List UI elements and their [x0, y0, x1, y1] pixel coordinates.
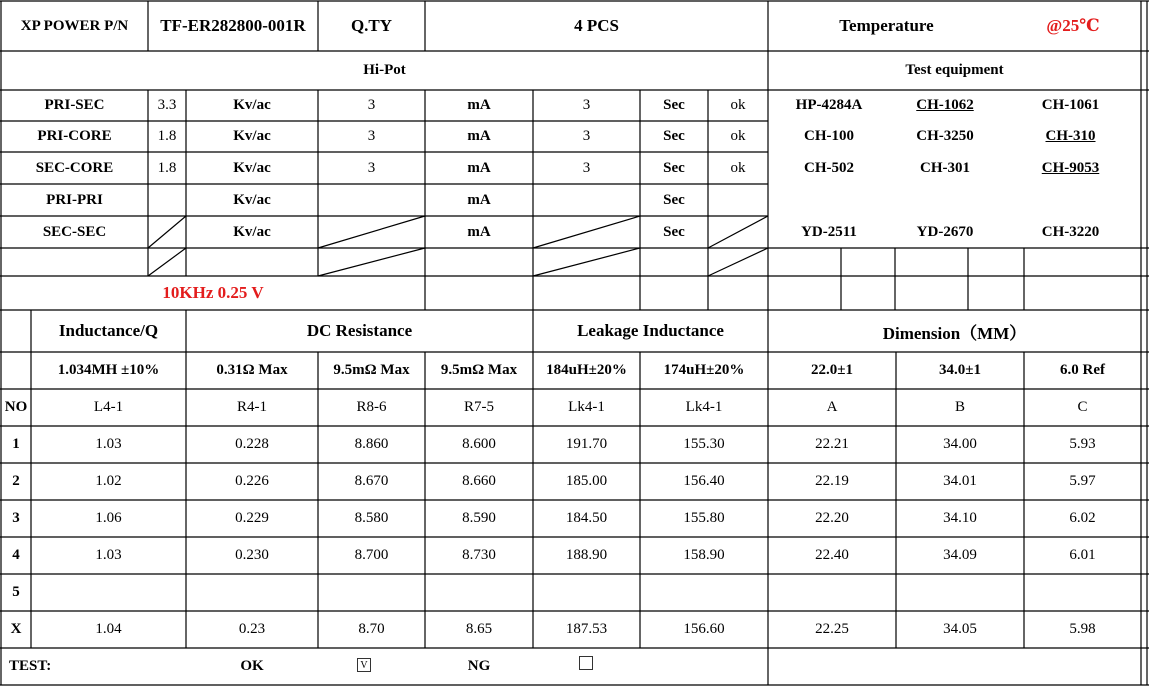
measurement-cell: 34.09: [943, 547, 977, 563]
measurement-cell: 1.03: [95, 547, 122, 563]
column-header: L4-1: [93, 399, 124, 415]
row-number: 2: [12, 473, 20, 489]
column-header: B: [954, 399, 965, 415]
hipot-sec-unit: Sec: [663, 128, 685, 144]
measurement-cell: 8.65: [465, 621, 493, 637]
measurement-cell: 8.580: [354, 510, 389, 526]
hipot-ma-value: 3: [367, 97, 376, 113]
measurement-cell: 8.70: [358, 621, 385, 637]
section-dc-resistance: DC Resistance: [306, 321, 413, 340]
measurement-cell: 22.19: [815, 473, 849, 489]
measurement-cell: [1024, 574, 1141, 611]
measurement-cell: 8.700: [354, 547, 389, 563]
column-header: Lk4-1: [568, 399, 605, 415]
hipot-kv-unit: Kv/ac: [233, 128, 271, 144]
test-equipment-item: CH-3220: [1041, 223, 1100, 240]
column-header: A: [826, 399, 838, 415]
measurement-cell: 5.98: [1069, 621, 1096, 637]
measurement-cell: 22.40: [815, 547, 849, 563]
test-label: TEST:: [9, 658, 52, 674]
measurement-cell: 1.03: [95, 436, 122, 452]
hipot-sec-unit: Sec: [663, 159, 685, 176]
column-header: Lk4-1: [685, 399, 723, 415]
test-equipment-item: YD-2670: [916, 223, 974, 240]
measurement-cell: 6.02: [1069, 510, 1096, 526]
row-number: 4: [12, 547, 20, 563]
measurement-cell: 1.06: [95, 510, 122, 526]
hipot-kv-value: 1.8: [157, 159, 177, 176]
hipot-ma-value: 3: [367, 159, 376, 176]
measurement-cell: 155.30: [683, 436, 725, 452]
pn-label: XP POWER P/N: [20, 17, 129, 34]
row-number: 1: [12, 436, 20, 452]
section-dimension: Dimension（MM）: [882, 323, 1027, 343]
blank-cell-slash: [148, 216, 186, 248]
column-header: R4-1: [237, 399, 267, 415]
measurement-cell: 5.93: [1069, 436, 1096, 452]
test-equipment-item: CH-1061: [1041, 97, 1100, 113]
hipot-sec-unit: Sec: [663, 223, 685, 240]
measurement-cell: 185.00: [565, 473, 608, 489]
hipot-ma-unit: mA: [467, 128, 491, 144]
blank-cell-slash: [318, 216, 425, 248]
test-equipment-item: CH-100: [804, 128, 854, 144]
ng-checkbox[interactable]: [579, 656, 593, 670]
hipot-ma-unit: mA: [467, 159, 491, 176]
hipot-sec-value: 3: [582, 128, 591, 144]
test-equipment-item: CH-301: [920, 159, 970, 176]
measurement-cell: [186, 574, 318, 611]
blank-cell-slash: [533, 248, 640, 276]
measurement-cell: [31, 574, 186, 611]
hipot-result: ok: [730, 97, 746, 113]
blank-cell-slash: [318, 248, 425, 276]
measurement-cell: 8.660: [462, 473, 496, 489]
measurement-cell: 22.25: [815, 621, 849, 637]
column-header: C: [1077, 399, 1088, 415]
row-number: 3: [12, 510, 20, 526]
spec-value: 0.31Ω Max: [216, 362, 288, 378]
measurement-cell: 0.230: [235, 547, 269, 563]
qty-label: Q.TY: [350, 16, 393, 35]
measurement-cell: 5.97: [1069, 473, 1096, 489]
blank-cell-slash: [148, 248, 186, 276]
measurement-cell: 8.590: [462, 510, 496, 526]
spec-value: 22.0±1: [811, 362, 853, 378]
measurement-cell: 187.53: [565, 621, 608, 637]
hipot-kv-unit: Kv/ac: [233, 159, 271, 176]
qty-value: 4 PCS: [574, 16, 619, 35]
hipot-kv-unit: Kv/ac: [233, 223, 271, 240]
row-number: X: [10, 621, 22, 637]
spec-value: 34.0±1: [939, 362, 981, 378]
measurement-cell: 156.40: [683, 473, 725, 489]
hipot-sec-unit: Sec: [663, 97, 685, 113]
measurement-cell: 8.600: [462, 436, 496, 452]
hipot-row-name: PRI-PRI: [46, 191, 103, 208]
test-equipment-item: CH-1062: [916, 97, 974, 113]
hipot-ma-unit: mA: [467, 97, 491, 113]
measurement-cell: 0.229: [235, 510, 269, 526]
measurement-cell: 22.20: [815, 510, 849, 526]
column-header: R8-6: [356, 399, 387, 415]
hipot-kv-value: 1.8: [157, 128, 177, 144]
hipot-kv-unit: Kv/ac: [233, 97, 271, 113]
measurement-cell: 22.21: [815, 436, 849, 452]
hipot-row-name: SEC-CORE: [35, 159, 114, 176]
ok-checkbox[interactable]: V: [357, 658, 371, 672]
measurement-cell: 1.04: [95, 621, 122, 637]
hipot-sec-unit: Sec: [663, 191, 685, 208]
hipot-result: ok: [730, 159, 746, 176]
measurement-cell: [640, 574, 768, 611]
hipot-kv-unit: Kv/ac: [233, 191, 271, 208]
measurement-cell: [318, 574, 425, 611]
measurement-cell: 34.00: [943, 436, 977, 452]
spec-value: 174uH±20%: [663, 362, 745, 378]
measurement-cell: 158.90: [683, 547, 725, 563]
section-inductance: Inductance/Q: [58, 321, 159, 340]
measurement-cell: 6.01: [1069, 547, 1096, 563]
hipot-row-name: SEC-SEC: [42, 223, 107, 240]
temperature-value: @25℃: [1046, 16, 1100, 35]
column-no-header: NO: [4, 399, 28, 415]
row-number: 5: [12, 584, 20, 600]
blank-cell-slash: [708, 248, 768, 276]
hipot-ma-unit: mA: [467, 191, 491, 208]
hipot-result: ok: [730, 128, 746, 144]
measurement-cell: 0.228: [235, 436, 269, 452]
measurement-cell: [425, 574, 533, 611]
test-equipment-item: YD-2511: [801, 223, 857, 240]
column-header: R7-5: [464, 399, 494, 415]
hipot-row-name: PRI-CORE: [37, 128, 112, 144]
spec-value: 9.5mΩ Max: [333, 362, 410, 378]
measurement-cell: 0.226: [235, 473, 269, 489]
hipot-title: Hi-Pot: [363, 62, 406, 78]
measurement-cell: 34.01: [943, 473, 977, 489]
blank-cell-slash: [708, 216, 768, 248]
spec-value: 184uH±20%: [546, 362, 627, 378]
section-leakage: Leakage Inductance: [577, 321, 724, 340]
blank-cell-slash: [533, 216, 640, 248]
test-equipment-item: HP-4284A: [795, 97, 863, 113]
test-equipment-title: Test equipment: [905, 62, 1004, 78]
temperature-label: Temperature: [839, 16, 934, 35]
measurement-cell: 8.730: [462, 547, 496, 563]
spec-value: 6.0 Ref: [1060, 362, 1105, 378]
hipot-ma-unit: mA: [467, 223, 491, 240]
test-equipment-item: CH-502: [804, 159, 854, 176]
frequency-note: 10KHz 0.25 V: [162, 283, 264, 302]
measurement-cell: 184.50: [565, 510, 608, 526]
measurement-cell: 156.60: [683, 621, 725, 637]
measurement-cell: 34.10: [943, 510, 977, 526]
ok-label: OK: [240, 658, 264, 674]
part-number: TF-ER282800-001R: [160, 16, 306, 35]
hipot-row-name: PRI-SEC: [44, 97, 105, 113]
hipot-ma-value: 3: [367, 128, 376, 144]
measurement-cell: [768, 574, 896, 611]
measurement-cell: 188.90: [565, 547, 608, 563]
measurement-cell: 0.23: [238, 621, 266, 637]
spec-value: 1.034MH ±10%: [57, 362, 160, 378]
ng-label: NG: [467, 658, 491, 674]
test-equipment-item: CH-310: [1045, 128, 1096, 144]
test-equipment-item: CH-3250: [916, 128, 974, 144]
hipot-sec-value: 3: [582, 159, 591, 176]
test-equipment-item: CH-9053: [1041, 159, 1100, 176]
measurement-cell: 8.860: [354, 436, 389, 452]
measurement-cell: 8.670: [354, 473, 389, 489]
spec-value: 9.5mΩ Max: [440, 362, 518, 378]
measurement-cell: 1.02: [95, 473, 122, 489]
measurement-cell: 191.70: [565, 436, 608, 452]
measurement-cell: 155.80: [683, 510, 725, 526]
hipot-kv-value: 3.3: [157, 97, 177, 113]
hipot-sec-value: 3: [582, 97, 591, 113]
measurement-cell: [533, 574, 640, 611]
measurement-cell: 34.05: [943, 621, 977, 637]
measurement-cell: [896, 574, 1024, 611]
